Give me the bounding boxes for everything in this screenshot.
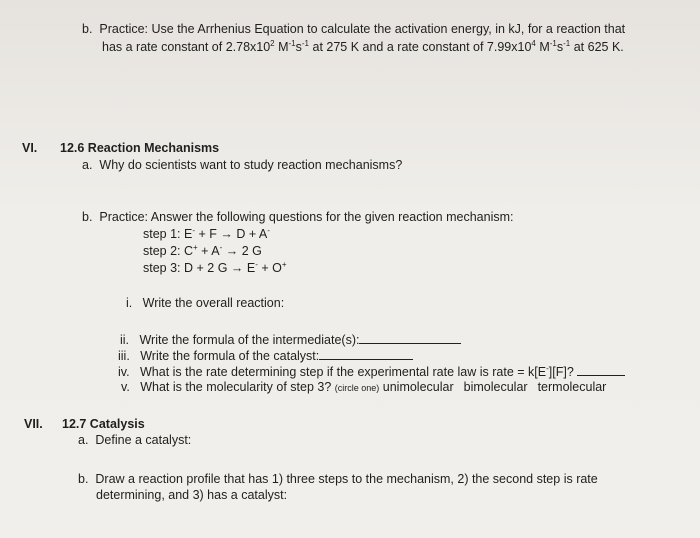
option-bimolecular[interactable]: bimolecular	[463, 380, 528, 394]
question-iii: iii. Write the formula of the catalyst:	[118, 348, 413, 364]
section-vii-title: 12.7 Catalysis	[62, 417, 145, 431]
section-vi-question-b: b. Practice: Answer the following questions for the given reaction mechanism:	[82, 210, 514, 224]
section-vi-question-a: a. Why do scientists want to study reaction mechanisms?	[82, 158, 403, 172]
reaction-arrow-icon: →	[220, 227, 233, 241]
practice-b-top-line1: b. Practice: Use the Arrhenius Equation to calculate the activation energy, in kJ, for a reaction that	[82, 22, 626, 36]
section-vii-numeral: VII.	[24, 417, 43, 431]
reaction-arrow-icon: →	[230, 261, 244, 275]
option-unimolecular[interactable]: unimolecular	[382, 380, 454, 394]
answer-blank-intermediates[interactable]	[359, 332, 461, 344]
practice-b-top-line2: has a rate constant of $2.78x10^2$ $M^{-1}s^{-1}$ at 275 K and a rate constant of $7.99x10^4$ $M^{-1}s^{-1}$ at 625 K.	[102, 38, 624, 54]
section-vi-numeral: VI.	[22, 141, 38, 155]
question-ii: ii. Write the formula of the intermediate(s):	[120, 332, 461, 348]
section-vi-title: 12.6 Reaction Mechanisms	[60, 141, 220, 155]
option-termolecular[interactable]: termolecular	[537, 380, 607, 394]
section-vii-question-b-line2: determining, and 3) has a catalyst:	[96, 488, 288, 502]
mechanism-step-3: step 3: D + 2 G → E- + O+	[143, 259, 287, 275]
mechanism-step-2: step 2: C+ + A- → 2 G	[143, 242, 262, 258]
answer-blank-rate-step[interactable]	[577, 364, 625, 376]
question-iv: iv. What is the rate determining step if the experimental rate law is rate = k[E-][F]?	[118, 364, 625, 380]
section-vii-question-a: a. Define a catalyst:	[78, 433, 192, 447]
question-i: i. Write the overall reaction:	[126, 296, 285, 310]
mechanism-step-1: step 1: E- + F → D + A-	[143, 225, 270, 241]
answer-blank-catalyst[interactable]	[319, 348, 413, 360]
reaction-arrow-icon: →	[225, 244, 239, 258]
section-vii-question-b-line1: b. Draw a reaction profile that has 1) three steps to the mechanism, 2) the second step is rate	[78, 472, 598, 486]
question-v: v. What is the molecularity of step 3? (circle one) unimolecular bimolecular termolecular	[121, 380, 607, 394]
